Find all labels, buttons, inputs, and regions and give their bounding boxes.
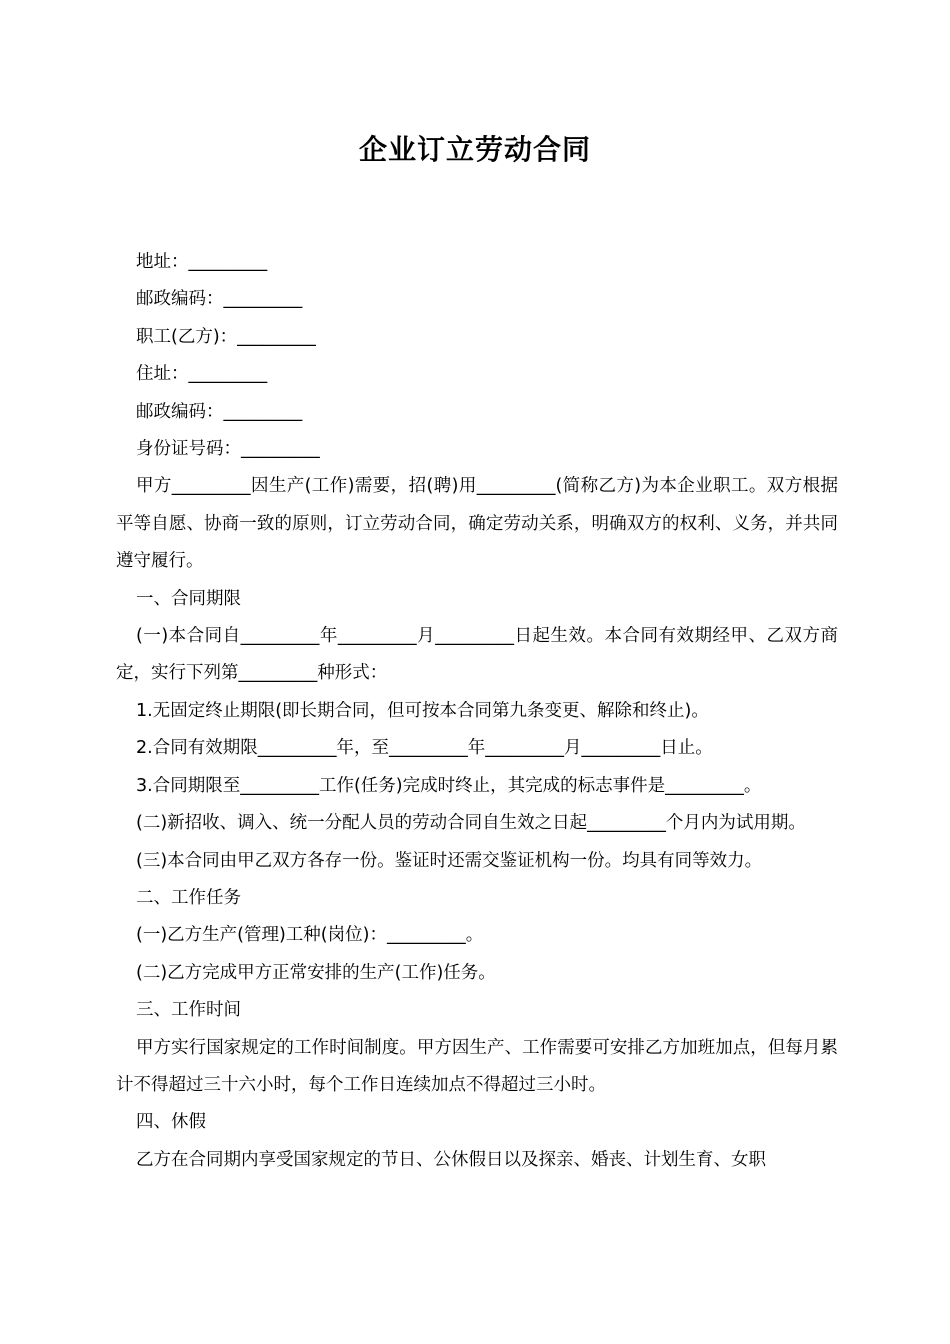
document-title: 企业订立劳动合同 xyxy=(358,133,591,166)
preamble-paragraph: 甲方_________因生产(工作)需要，招(聘)用_________(简称乙方)为本企业职工。双方根据平等自愿、协商一致的原则，订立劳动合同，确定劳动关系，明确双方的权利、义务，并共同遵守履行。 xyxy=(116,476,838,572)
hours-paragraph: 甲方实行国家规定的工作时间制度。甲方因生产、工作需要可安排乙方加班加点，但每月累计不得超过三十六小时，每个工作日连续加点不得超过三小时。 xyxy=(116,1037,838,1095)
postal-code-line: 邮政编码：_________ xyxy=(136,289,303,310)
tasks-clause-2: (二)乙方完成甲方正常安排的生产(工作)任务。 xyxy=(136,962,496,983)
leave-paragraph: 乙方在合同期内享受国家规定的节日、公休假日以及探亲、婚丧、计划生育、女职 xyxy=(136,1149,766,1170)
residence-line: 住址：_________ xyxy=(136,364,268,385)
section-heading-term: 一、合同期限 xyxy=(136,588,241,609)
term-option-3: 3.合同期限至_________工作(任务)完成时终止，其完成的标志事件是_________。 xyxy=(136,775,762,796)
employee-line: 职工(乙方)：_________ xyxy=(136,326,316,347)
postal-code-line-2: 邮政编码：_________ xyxy=(136,401,303,422)
section-heading-tasks: 二、工作任务 xyxy=(136,887,241,908)
section-heading-hours: 三、工作时间 xyxy=(136,1000,241,1021)
term-clause-3: (三)本合同由甲乙双方各存一份。鉴证时还需交鉴证机构一份。均具有同等效力。 xyxy=(136,850,763,871)
term-clause-2: (二)新招收、调入、统一分配人员的劳动合同自生效之日起_________个月内为试用期。 xyxy=(136,813,806,834)
address-line: 地址：_________ xyxy=(136,252,268,272)
document-body xyxy=(116,244,838,1179)
section-heading-leave: 四、休假 xyxy=(136,1112,206,1133)
term-option-1: 1.无固定终止期限(即长期合同，但可按本合同第九条变更、解除和终止)。 xyxy=(136,700,709,721)
tasks-clause-1: (一)乙方生产(管理)工种(岗位)：_________。 xyxy=(136,925,484,946)
term-clause-1: (一)本合同自_________年_________月_________日起生效。本合同有效期经甲、乙双方商定，实行下列第_________种形式： xyxy=(116,626,838,684)
id-number-line: 身份证号码：_________ xyxy=(136,439,320,460)
term-option-2: 2.合同有效期限_________年，至_________年_________月_________日止。 xyxy=(136,738,713,759)
